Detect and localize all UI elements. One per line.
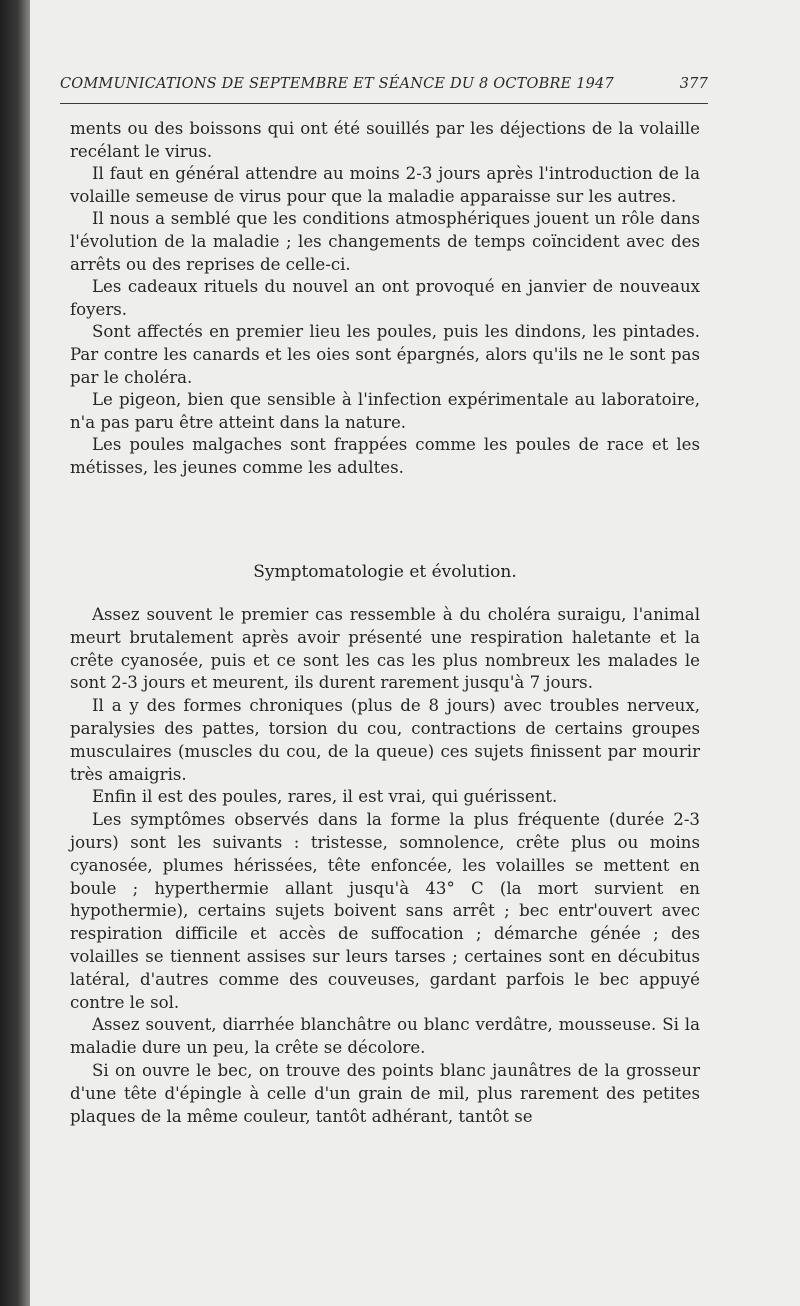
paragraph: Il faut en général attendre au moins 2-3 jours après l'introduction de la volaille semeuse de virus pour que la maladie apparaisse sur les autres. <box>70 164 700 206</box>
scan-binding-edge <box>0 0 30 1306</box>
paragraph: Il nous a semblé que les conditions atmosphériques jouent un rôle dans l'évolution de la maladie ; les changements de temps coïncident avec des arrêts ou des reprises de celle-ci. <box>70 209 700 274</box>
paragraph: Assez souvent le premier cas ressemble à du choléra suraigu, l'animal meurt brutalement après avoir présenté une respiration haletante et la crête cyanosée, puis et ce sont les cas les plus nombreux les malades le sont 2-3 jours et meurent, ils durent rarement jusqu'à 7 jours. <box>70 605 700 693</box>
paragraph: Assez souvent, diarrhée blanchâtre ou blanc verdâtre, mousseuse. Si la maladie dure un peu, la crête se décolore. <box>70 1015 700 1058</box>
body-text-after-heading <box>70 604 700 1128</box>
running-header <box>60 76 708 92</box>
paragraph: Les cadeaux rituels du nouvel an ont provoqué en janvier de nouveaux foyers. <box>70 277 700 319</box>
header-rule <box>60 103 708 104</box>
page-number: 377 <box>679 76 708 92</box>
paragraph: ments ou des boissons qui ont été souillés par les déjections de la volaille recélant le virus. <box>70 119 700 161</box>
paragraph: Enfin il est des poules, rares, il est vrai, qui guérissent. <box>92 787 558 807</box>
paragraph: Sont affectés en premier lieu les poules, puis les dindons, les pintades. Par contre les canards et les oies sont épargnés, alors qu'ils ne le sont pas par le choléra. <box>70 322 700 387</box>
paragraph: Les poules malgaches sont frappées comme les poules de race et les métisses, les jeunes comme les adultes. <box>70 435 700 477</box>
section-heading: Symptomatologie et évolution. <box>253 562 517 582</box>
paragraph: Si on ouvre le bec, on trouve des points blanc jaunâtres de la grosseur d'une tête d'épingle à celle d'un grain de mil, plus rarement des petites plaques de la même couleur, tantôt adhérant, tantôt se <box>70 1060 700 1126</box>
paragraph: Il a y des formes chroniques (plus de 8 jours) avec troubles nerveux, paralysies des pattes, torsion du cou, contractions de certains groupes musculaires (muscles du cou, de la queue) ces sujets finissent par mourir très amaigris. <box>70 696 700 784</box>
paragraph: Le pigeon, bien que sensible à l'infection expérimentale au laboratoire, n'a pas paru être atteint dans la nature. <box>70 390 700 432</box>
running-title: COMMUNICATIONS DE SEPTEMBRE ET SÉANCE DU 8 OCTOBRE 1947 <box>60 76 614 92</box>
paragraph: Les symptômes observés dans la forme la plus fréquente (durée 2-3 jours) sont les suivants : tristesse, somnolence, crête plus ou moins cyanosée, plumes hérissées, tête enfoncée, les volailles se mettent en boule ; hyperthermie allant jusqu'à 43° C (la mort survient en hypothermie), certains sujets boivent sans arrêt ; bec entr'ouvert avec respiration difficile et accès de suffocation ; démarche génée ; des volailles se tiennent assises sur leurs tarses ; certaines sont en décubitus latéral, d'autres comme des couveuses, gardant parfois le bec appuyé contre le sol. <box>70 810 700 1012</box>
body-text-before-heading <box>70 118 700 480</box>
